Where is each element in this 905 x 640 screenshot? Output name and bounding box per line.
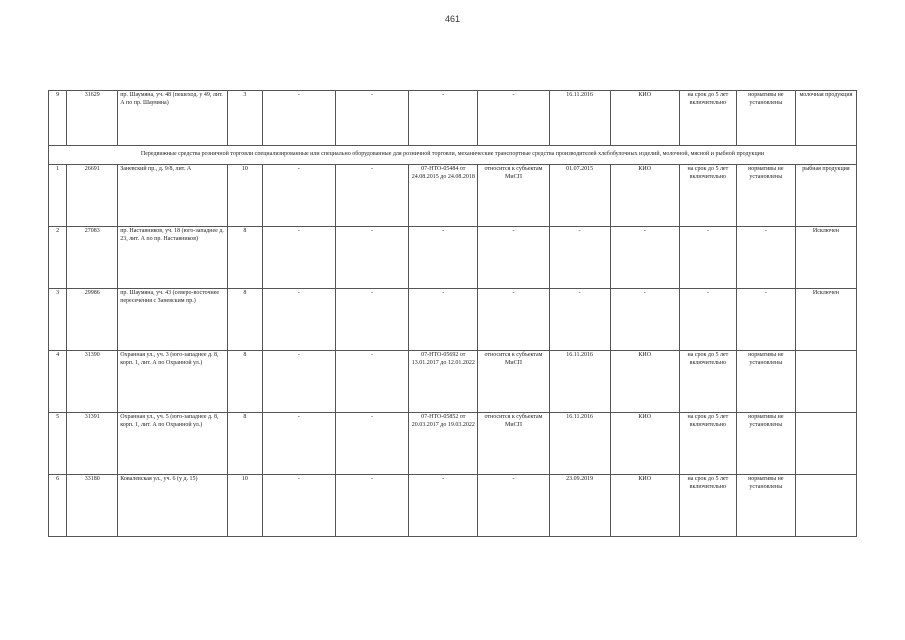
permit-cell: - xyxy=(409,475,478,537)
object-id: 27083 xyxy=(67,227,118,289)
owner-cell: - xyxy=(478,475,549,537)
specialization-cell: молочная продукция xyxy=(795,91,856,146)
area-cell: 3 xyxy=(228,91,263,146)
address-cell: Ковалевская ул., уч. 6 (у д. 15) xyxy=(118,475,228,537)
address-cell: Заневский пр., д. 9/8, лит. А xyxy=(118,165,228,227)
table-row xyxy=(49,227,857,289)
norms-cell: нормативы не установлены xyxy=(736,413,795,475)
address-cell: пр. Наставников, уч. 18 (юго-западнее д. 23, лит. А по пр. Наставников) xyxy=(118,227,228,289)
term-cell: на срок до 5 лет включительно xyxy=(679,413,736,475)
object-id: 31390 xyxy=(67,351,118,413)
norms-cell: нормативы не установлены xyxy=(736,351,795,413)
authority-cell: КИО xyxy=(610,413,679,475)
permit-cell: - xyxy=(409,289,478,351)
col6-cell: - xyxy=(335,91,408,146)
owner-cell: - xyxy=(478,91,549,146)
term-cell: на срок до 5 лет включительно xyxy=(679,91,736,146)
date-cell: 16.11.2016 xyxy=(549,351,610,413)
table-row xyxy=(49,351,857,413)
norms-cell: нормативы не установлены xyxy=(736,475,795,537)
col5-cell: - xyxy=(262,413,335,475)
page-number: 461 xyxy=(444,14,461,24)
authority-cell: КИО xyxy=(610,91,679,146)
table-row xyxy=(49,165,857,227)
permit-cell: 07-НТО-05692 от 13.01.2017 до 12.01.2022 xyxy=(409,351,478,413)
row-number: 9 xyxy=(49,91,67,146)
owner-cell: относится к субъектам МиСП xyxy=(478,351,549,413)
section-title: Передвижные средства розничной торговли специализированные или специально оборудованные для розничной торговли, механические транспортные средства производителей хлебобулочных изделий, молочной, мясной и рыбной продукции xyxy=(49,146,857,165)
col6-cell: - xyxy=(335,289,408,351)
norms-cell: нормативы не установлены xyxy=(736,91,795,146)
authority-cell: - xyxy=(610,289,679,351)
owner-cell: относится к субъектам МиСП xyxy=(478,413,549,475)
authority-cell: - xyxy=(610,227,679,289)
authority-cell: КИО xyxy=(610,165,679,227)
permit-cell: - xyxy=(409,91,478,146)
norms-cell: - xyxy=(736,227,795,289)
term-cell: - xyxy=(679,289,736,351)
area-cell: 10 xyxy=(228,165,263,227)
row-number: 5 xyxy=(49,413,67,475)
address-cell: Охранная ул., уч. 3 (юго-западнее д. 8, корп. 1, лит. А по Охранной ул.) xyxy=(118,351,228,413)
term-cell: на срок до 5 лет включительно xyxy=(679,475,736,537)
specialization-cell: рыбная продукция xyxy=(795,165,856,227)
date-cell: 01.07.2015 xyxy=(549,165,610,227)
area-cell: 8 xyxy=(228,227,263,289)
col6-cell: - xyxy=(335,351,408,413)
specialization-cell xyxy=(795,413,856,475)
table-row xyxy=(49,413,857,475)
permit-cell: 07-НТО-05852 от 20.03.2017 до 19.03.2022 xyxy=(409,413,478,475)
date-cell: - xyxy=(549,227,610,289)
section-header-row xyxy=(49,146,857,165)
col5-cell: - xyxy=(262,227,335,289)
table-row xyxy=(49,475,857,537)
date-cell: 16.11.2016 xyxy=(549,413,610,475)
object-id: 33180 xyxy=(67,475,118,537)
specialization-cell xyxy=(795,475,856,537)
data-rows xyxy=(49,165,857,537)
owner-cell: - xyxy=(478,227,549,289)
col6-cell: - xyxy=(335,413,408,475)
address-cell: пр. Шаумяна, уч. 48 (пешеход. у 49, лит. А по пр. Шаумяна) xyxy=(118,91,228,146)
object-id: 29986 xyxy=(67,289,118,351)
authority-cell: КИО xyxy=(610,351,679,413)
permit-cell: - xyxy=(409,227,478,289)
area-cell: 8 xyxy=(228,413,263,475)
col5-cell: - xyxy=(262,165,335,227)
date-cell: 16.11.2016 xyxy=(549,91,610,146)
row-number: 3 xyxy=(49,289,67,351)
address-cell: Охранная ул., уч. 5 (юго-западнее д. 8, корп. 1, лит. А по Охранной ул.) xyxy=(118,413,228,475)
col6-cell: - xyxy=(335,165,408,227)
object-id: 26691 xyxy=(67,165,118,227)
owner-cell: относится к субъектам МиСП xyxy=(478,165,549,227)
object-id: 31629 xyxy=(67,91,118,146)
col5-cell: - xyxy=(262,351,335,413)
row-number: 2 xyxy=(49,227,67,289)
row-number: 6 xyxy=(49,475,67,537)
address-cell: пр. Шаумяна, уч. 43 (северо-восточнее пересечения с Заневским пр.) xyxy=(118,289,228,351)
col5-cell: - xyxy=(262,91,335,146)
table-row xyxy=(49,289,857,351)
term-cell: на срок до 5 лет включительно xyxy=(679,351,736,413)
term-cell: - xyxy=(679,227,736,289)
row-number: 4 xyxy=(49,351,67,413)
specialization-cell xyxy=(795,351,856,413)
row-number: 1 xyxy=(49,165,67,227)
object-id: 31391 xyxy=(67,413,118,475)
col6-cell: - xyxy=(335,227,408,289)
specialization-cell: Исключен xyxy=(795,289,856,351)
area-cell: 8 xyxy=(228,289,263,351)
date-cell: - xyxy=(549,289,610,351)
col5-cell: - xyxy=(262,289,335,351)
specialization-cell: Исключен xyxy=(795,227,856,289)
registry-table xyxy=(48,90,857,537)
term-cell: на срок до 5 лет включительно xyxy=(679,165,736,227)
area-cell: 10 xyxy=(228,475,263,537)
col6-cell: - xyxy=(335,475,408,537)
table-row xyxy=(49,91,857,146)
authority-cell: КИО xyxy=(610,475,679,537)
owner-cell: - xyxy=(478,289,549,351)
area-cell: 8 xyxy=(228,351,263,413)
norms-cell: нормативы не установлены xyxy=(736,165,795,227)
norms-cell: - xyxy=(736,289,795,351)
col5-cell: - xyxy=(262,475,335,537)
date-cell: 23.09.2019 xyxy=(549,475,610,537)
permit-cell: 07-НТО-05484 от 24.08.2015 до 24.08.2018 xyxy=(409,165,478,227)
